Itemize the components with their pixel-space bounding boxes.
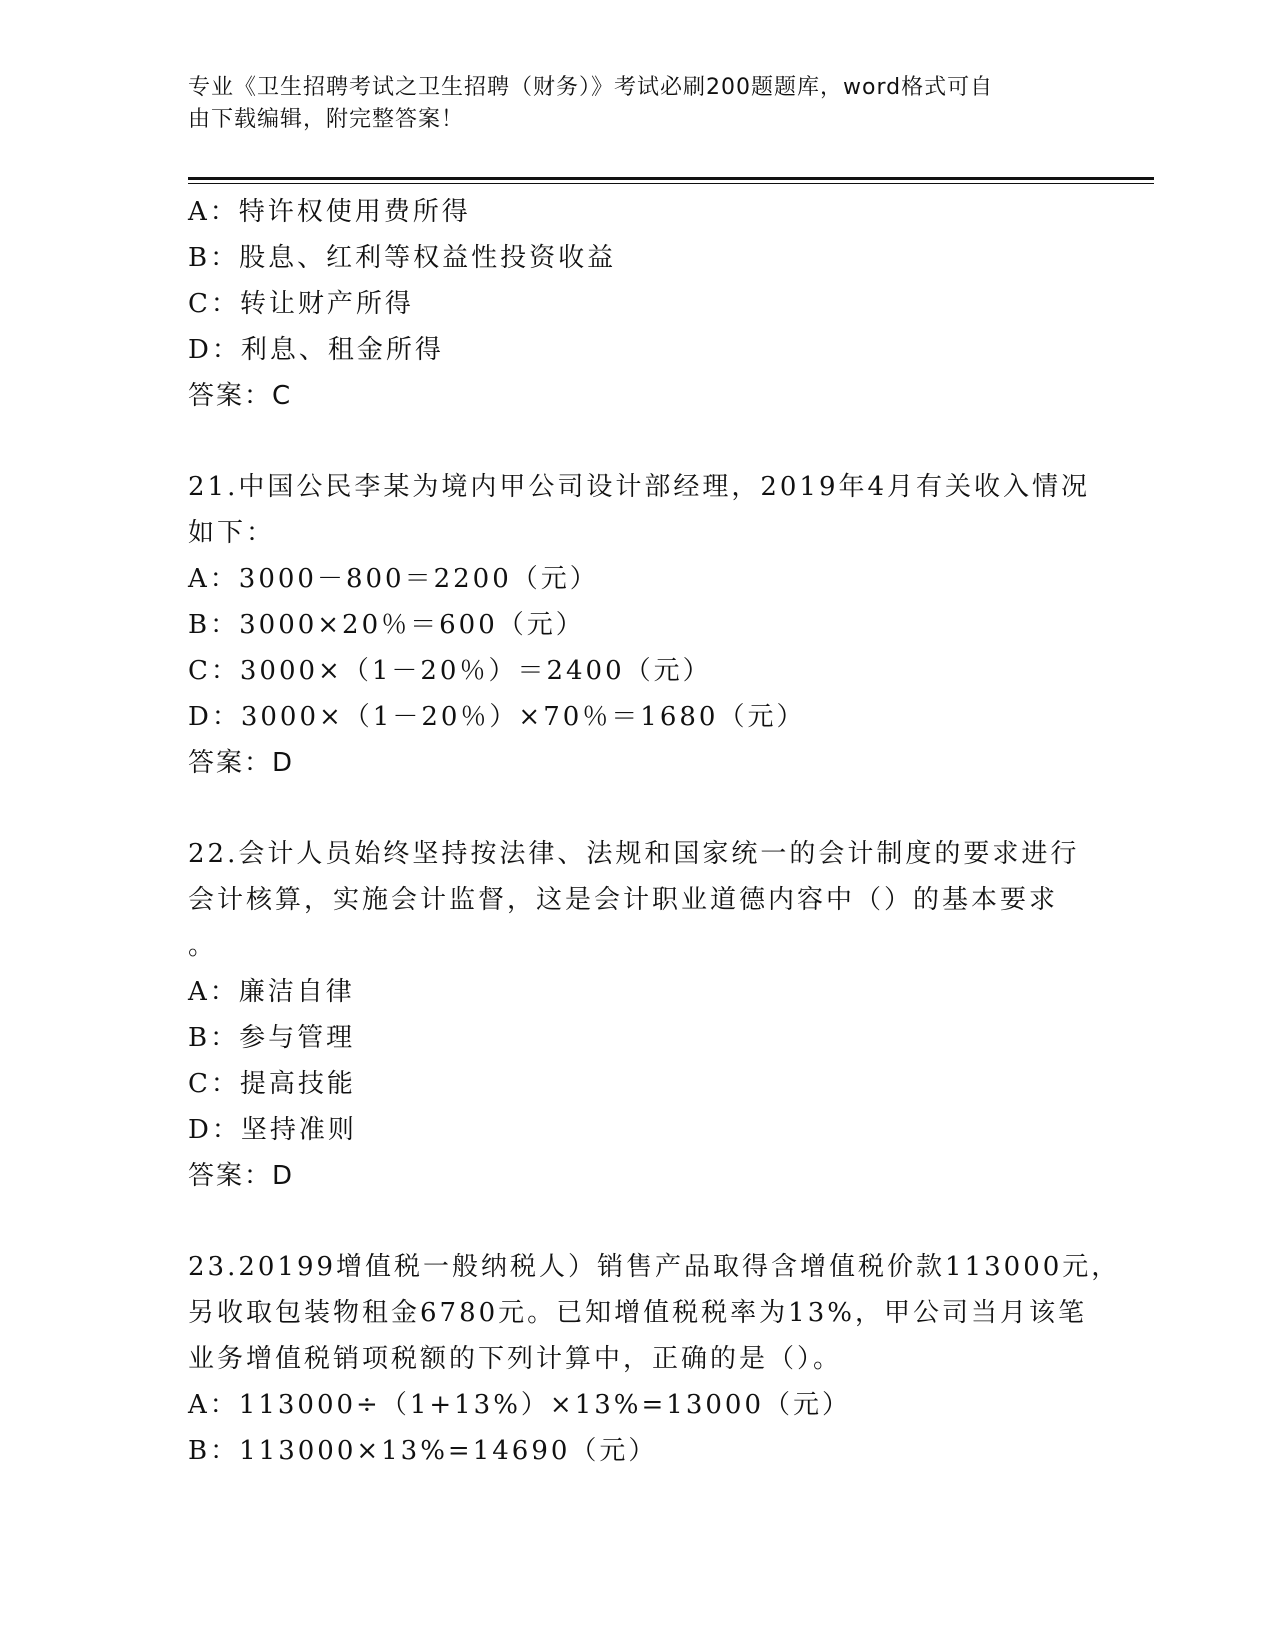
- spacer: [188, 786, 1088, 831]
- spacer: [188, 419, 1088, 464]
- q21-stem-line-1: 21.中国公民李某为境内甲公司设计部经理，2019年4月有关收入情况: [188, 472, 1091, 502]
- q23-option-b: B：113000×13%=14690（元）: [188, 1436, 658, 1466]
- q21-answer: 答案：D: [188, 748, 295, 778]
- question-20: [188, 189, 1088, 419]
- q20-option-b: B：股息、红利等权益性投资收益: [188, 243, 617, 273]
- q22-stem-line-3: 。: [188, 931, 218, 961]
- q20-answer: 答案：C: [188, 381, 293, 411]
- q23-stem-line-2: 另收取包装物租金6780元。已知增值税税率为13%，甲公司当月该笔: [188, 1298, 1087, 1328]
- q22-answer: 答案：D: [188, 1161, 295, 1191]
- q22-stem-line-2: 会计核算，实施会计监督，这是会计职业道德内容中（）的基本要求: [188, 885, 1059, 915]
- q21-stem-line-2: 如下：: [188, 518, 276, 548]
- header-line-2: 由下载编辑，附完整答案！: [188, 107, 465, 132]
- document-header: [188, 72, 1088, 136]
- q22-option-d: D：坚持准则: [188, 1115, 357, 1145]
- q21-option-a: A：3000－800＝2200（元）: [188, 564, 599, 594]
- question-22: [188, 831, 1088, 1199]
- question-list: [188, 189, 1121, 1474]
- q21-option-d: D：3000×（1－20％）×70％＝1680（元）: [188, 702, 806, 732]
- q22-option-b: B：参与管理: [188, 1023, 356, 1053]
- q21-option-c: C：3000×（1－20％）＝2400（元）: [188, 656, 712, 686]
- header-divider-thin: [188, 183, 1154, 184]
- q23-option-a: A：113000÷（1+13%）×13%=13000（元）: [188, 1390, 851, 1420]
- q20-option-c: C：转让财产所得: [188, 289, 414, 319]
- header-line-1: 专业《卫生招聘考试之卫生招聘（财务）》考试必刷200题题库，word格式可自: [188, 75, 994, 100]
- q23-stem-line-1: 23.20199增值税一般纳税人）销售产品取得含增值税价款113000元，: [188, 1252, 1121, 1282]
- q20-option-d: D：利息、租金所得: [188, 335, 444, 365]
- q20-option-a: A：特许权使用费所得: [188, 197, 471, 227]
- q22-option-c: C：提高技能: [188, 1069, 356, 1099]
- q22-stem-line-1: 22.会计人员始终坚持按法律、法规和国家统一的会计制度的要求进行: [188, 839, 1080, 869]
- q23-stem-line-3: 业务增值税销项税额的下列计算中，正确的是（）。: [188, 1344, 843, 1374]
- header-divider-thick: [188, 177, 1154, 180]
- question-21: [188, 464, 1091, 786]
- q22-option-a: A：廉洁自律: [188, 977, 355, 1007]
- q21-option-b: B：3000×20％＝600（元）: [188, 610, 585, 640]
- question-23: [188, 1244, 1121, 1474]
- spacer: [188, 1199, 1088, 1244]
